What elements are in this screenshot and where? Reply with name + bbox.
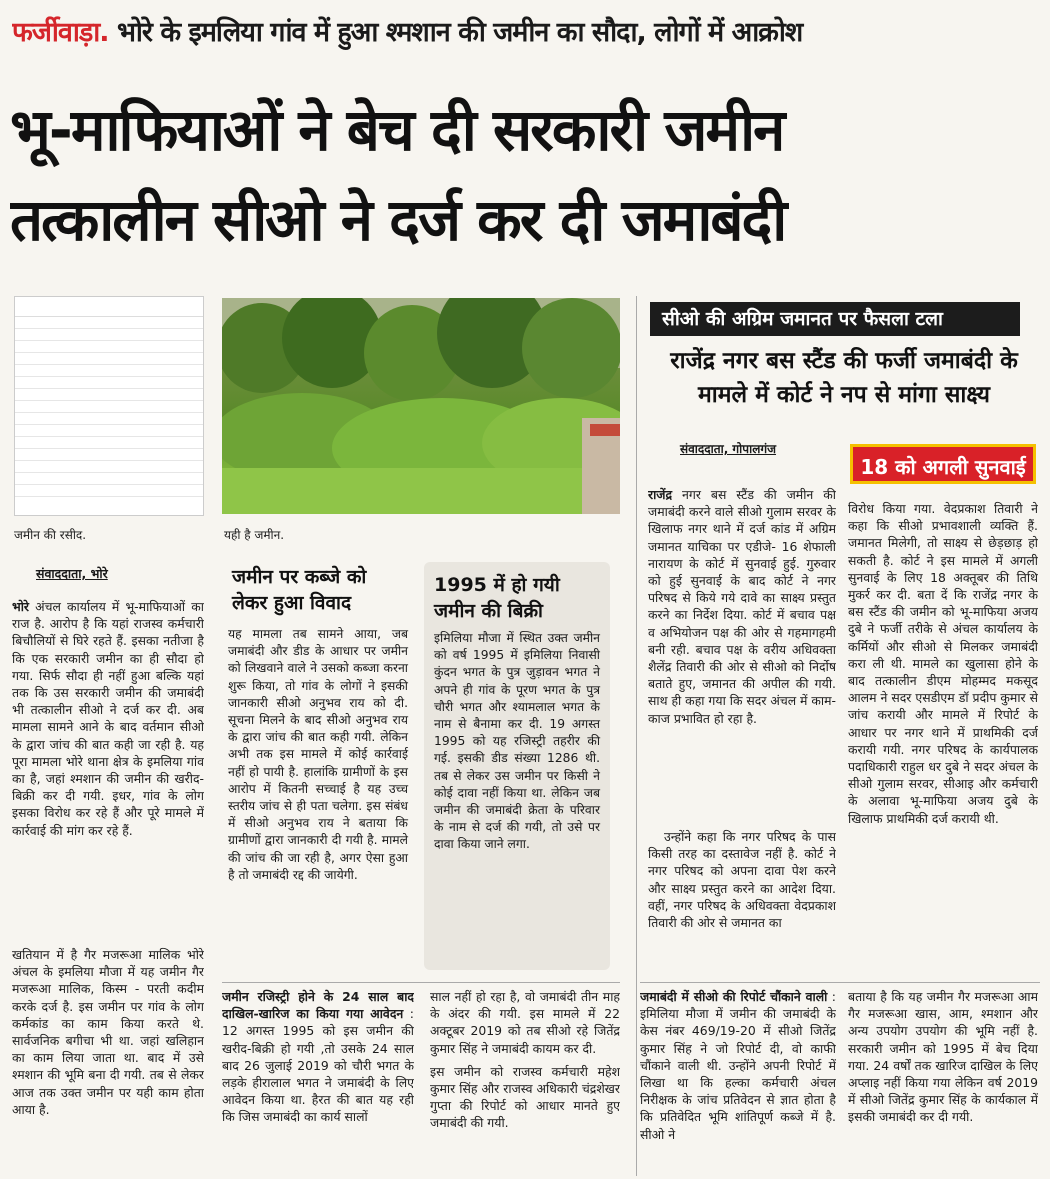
column-separator	[636, 296, 637, 1176]
left-byline: संवाददाता, भोरे	[36, 566, 108, 581]
left-story-lead: भोरे	[12, 599, 29, 614]
right-byline: संवाददाता, गोपालगंज	[680, 442, 777, 456]
headline-line-1: भू-माफियाओं ने बेच दी सरकारी जमीन	[10, 96, 784, 164]
vegetation-illustration	[222, 298, 620, 514]
right-story-col1-text: नगर बस स्टैंड की जमीन की जमाबंदी करने वाले सीओ गुलाम सरवर के खिलाफ नगर थाने में दर्ज कांड में अग्रिम जमानत याचिका पर एडीजे- 16 शेफाली नारायण के कोर्ट में सुनवाई हुई. गुरुवार को हुई सुनवाई के बाद कोर्ट ने नगर परिषद से किये गये दावे का साक्ष्य प्रस्तुत करने का निर्देश दिया. कोर्ट में बचाव पक्ष व अभियोजन पक्ष की ओर से गहमागहमी बनी रही. बचाव पक्ष के वरीय अधिवक्ता शैलेंद्र तिवारी की ओर से सीओ को निर्दोष बताते हुए, जमानत की अपील की गयी. साथ ही कहा गया कि सदर अंचल में काम-काज प्रभावित हो रहा है.	[648, 487, 836, 726]
receipt-header	[15, 297, 203, 317]
registry-body-2: साल नहीं हो रहा है, वो जमाबंदी तीन माह के अंदर की गयी. इस मामले में 22 अक्टूबर 2019 को तब सीओ रहे जितेंद्र कुमार सिंह ने जमाबंदी कायम कर दी.	[430, 989, 620, 1056]
left-story-body-2: खतियान में है गैर मजरूआ मालिक भोरे अंचल के इमलिया मौजा में यह जमीन गैर मजरूआ मालिक, किस्म - परती कदीम करके दर्ज है. इस जमीन पर गांव के लोग कर्मकांड का काम किया करते थे. सार्वजनिक बगीचा भी था. जहां खलिहान का काम लिया जाता था. बाद में उसे श्मशान की भूमि बना दी गयी. तब से लेकर आज तक उक्त जमीन पर यही काम होता आया है.	[12, 947, 204, 1117]
right-story-col1b: उन्होंने कहा कि नगर परिषद के पास किसी तरह का दस्तावेज नहीं है. कोर्ट ने नगर परिषद को अपना दावा पेश करने और साक्ष्य प्रस्तुत करने का आदेश दिया. वहीं, नगर परिषद के अधिवक्ता वेदप्रकाश तिवारी की ओर से जमानत का	[648, 829, 836, 931]
box-1995-sale-body: इमिलिया मौजा में स्थित उक्त जमीन को वर्ष 1995 में इमिलिया निवासी कुंदन भगत के पुत्र जुड़ावन भगत ने अपने ही गांव के पूरण भगत के पुत्र चौरी भगत और श्यामलाल भगत के नाम से बैनामा कर दी. 19 अगस्त 1995 को यह रजिस्ट्री तहरीर की गई. इसकी डीड संख्या 1286 थी. तब से लेकर उस जमीन पर किसी ने कोई दावा नहीं किया था. लेकिन जब जमीन की जमाबंदी क्रेता के परिवार के नाम से दर्ज की गयी, तो उसे पर दावा किया जाने लगा.	[434, 631, 600, 852]
box-land-dispute	[222, 560, 414, 970]
right-story-banner: सीओ की अग्रिम जमानत पर फैसला टला	[650, 302, 1020, 336]
kicker-line	[12, 12, 1040, 60]
right-story-col1	[648, 486, 836, 824]
report-body: : इमिलिया मौजा में जमीन की जमाबंदी के केस नंबर 469/19-20 में सीओ जितेंद्र कुमार सिंह ने जो रिपोर्ट दी, वो काफी चौंकाने वाली थी. उन्होंने अपनी रिपोर्ट में लिखा था कि हल्का कर्मचारी अंचल निरीक्षक के जांच प्रतिवेदन से ज्ञात होता है कि प्रतिवेदित भूमि शांतिपूर्ण कब्जे में है. सीओ ने	[640, 989, 836, 1142]
divider-2	[640, 982, 1040, 983]
box-land-dispute-body: यह मामला तब सामने आया, जब जमाबंदी और डीड के आधार पर जमीन को लिखवाने वाले ने उसको कब्जा करना शुरू किया, तो गांव के लोगों ने इसकी जानकारी सीओ अनुभव राय को दी. सूचना मिलने के बाद सीओ अनुभव राय के द्वारा जांच की बात कही गयी. लेकिन अभी तक इस मामले में कोई कार्रवाई नहीं हो पायी है. हालांकि ग्रामीणों के इस आरोप में कितनी सच्चाई है यह उच्च स्तरीय जांच से ही पता चलेगा. इस संबंध में सीओ अनुभव राय ने बताया कि ग्रामीणों द्वारा जानकारी दी गयी है. मामले की जांच की जा रही है, अगर ऐसा हुआ है तो जमाबंदी रद्द की जायेगी.	[228, 627, 408, 882]
next-hearing-badge: 18 को अगली सुनवाई	[850, 444, 1036, 484]
right-story-lead: राजेंद्र	[648, 487, 673, 502]
right-story-col2: विरोध किया गया. वेदप्रकाश तिवारी ने कहा कि सीओ प्रभावशाली व्यक्ति हैं. जमानत मिलेगी, तो साक्ष्य से छेड़छाड़ हो सकती है. कोर्ट ने इस मामले में अगली सुनवाई के लिए 18 अक्तूबर की तिथि मुकर्र कर दी. बता दें कि राजेंद्र नगर के बस स्टैंड की जमीन को भू-माफिया अजय दुबे ने फर्जी तरीके से अंचल कार्यालय के कर्मियों और सीओ से मिलकर जमाबंदी करा ली थी. मामले का खुलासा होने के बाद तत्कालीन डीएम मोहम्मद मकसूद आलम ने सदर एसडीएम डॉ प्रदीप कुमार से जांच करायी और मामले में रिपोर्ट के आधार पर नगर थाने में प्राथमिकी दर्ज करायी गयी. नगर परिषद के कार्यपालक पदाधिकारी राहुल धर दुबे ने सदर अंचल के सीओ गुलाम सरवर, सीआइ और कर्मचारी के अलावा भू-माफिया अजय दुबे के खिलाफ प्राथमिकी दर्ज करायी थी.	[848, 501, 1038, 826]
registry-body-3: इस जमीन को राजस्व कर्मचारी महेश कुमार सिंह और राजस्व अधिकारी चंद्रशेखर गुप्ता की रिपोर्ट को आधार मानते हुए जमाबंदी की गयी.	[430, 1063, 620, 1131]
receipt-caption: जमीन की रसीद.	[14, 528, 87, 542]
registry-section	[222, 988, 414, 1172]
kicker-label: फर्जीवाड़ा.	[12, 17, 109, 48]
left-story-body	[12, 598, 204, 948]
headline-line-2: तत्कालीन सीओ ने दर्ज कर दी जमाबंदी	[10, 186, 786, 254]
registry-continuation	[430, 988, 620, 1172]
box-land-dispute-heading: जमीन पर कब्जे को लेकर हुआ विवाद	[232, 566, 367, 614]
box-1995-sale-heading: 1995 में हो गयी जमीन की बिक्री	[434, 574, 560, 622]
registry-heading: जमीन रजिस्ट्री होने के 24 साल बाद दाखिल-खारिज का किया गया आवेदन	[222, 989, 414, 1022]
right-story-headline: राजेंद्र नगर बस स्टैंड की फर्जी जमाबंदी के मामले में कोर्ट ने नप से मांगा साक्ष्य	[670, 348, 1018, 408]
left-story-text: अंचल कार्यालय में भू-माफियाओं का राज है. आरोप है कि यहां राजस्व कर्मचारी बिचौलियों से घिरे रहते हैं. इसका नतीजा है कि एक सरकारी जमीन का ही सौदा हो गया. सिर्फ सौदा ही नहीं हुआ बल्कि यहां तक कि उस सरकारी जमीन की जमाबंदी भी तत्कालीन सीओ ने दर्ज कर दी. अब मामला सामने आने के बाद वर्तमान सीओ के द्वारा जांच की बात कही जा रही है. यह पूरा मामला भोरे थाना क्षेत्र के इमलिया गांव का है, जहां श्मशान की जमीन की खरीद-बिक्री कर दी गयी. इधर, गांव के लोग इसका विरोध कर रहे हैं और पूरे मामले में कार्रवाई की मांग कर रहे हैं.	[12, 599, 204, 838]
registry-body: : 12 अगस्त 1995 को इस जमीन की खरीद-बिक्री हो गयी ,तो उसके 24 साल बाद 26 जुलाई 2019 को चौरी भगत के लड़के हीरालाल भगत ने जमाबंदी के लिए आवेदन किया था. हैरत की बात यह रही कि जिस जमाबंदी का कार्य सालों	[222, 1006, 414, 1125]
report-body-2: बताया है कि यह जमीन गैर मजरूआ आम गैर मजरूआ खास, आम, श्मशान और अन्य उपयोग उपयोग की भूमि नहीं है. सरकारी जमीन को 1995 में बेच दिया गया. 24 वर्षों तक खारिज दाखिल के लिए अप्लाइ नहीं किया गया लेकिन वर्ष 2019 में सीओ जितेंद्र कुमार सिंह के कार्यकाल में इसकी जमाबंदी कर दी गयी.	[848, 989, 1038, 1125]
land-photo	[222, 298, 620, 514]
report-section	[640, 988, 836, 1172]
box-1995-sale	[424, 562, 610, 970]
report-heading: जमाबंदी में सीओ की रिपोर्ट चौंकाने वाली	[640, 989, 828, 1004]
photo-caption: यही है जमीन.	[224, 528, 285, 542]
receipt-image	[14, 296, 204, 516]
divider	[222, 982, 620, 983]
kicker-text: भोरे के इमलिया गांव में हुआ श्मशान की जमीन का सौदा, लोगों में आक्रोश	[116, 17, 803, 48]
